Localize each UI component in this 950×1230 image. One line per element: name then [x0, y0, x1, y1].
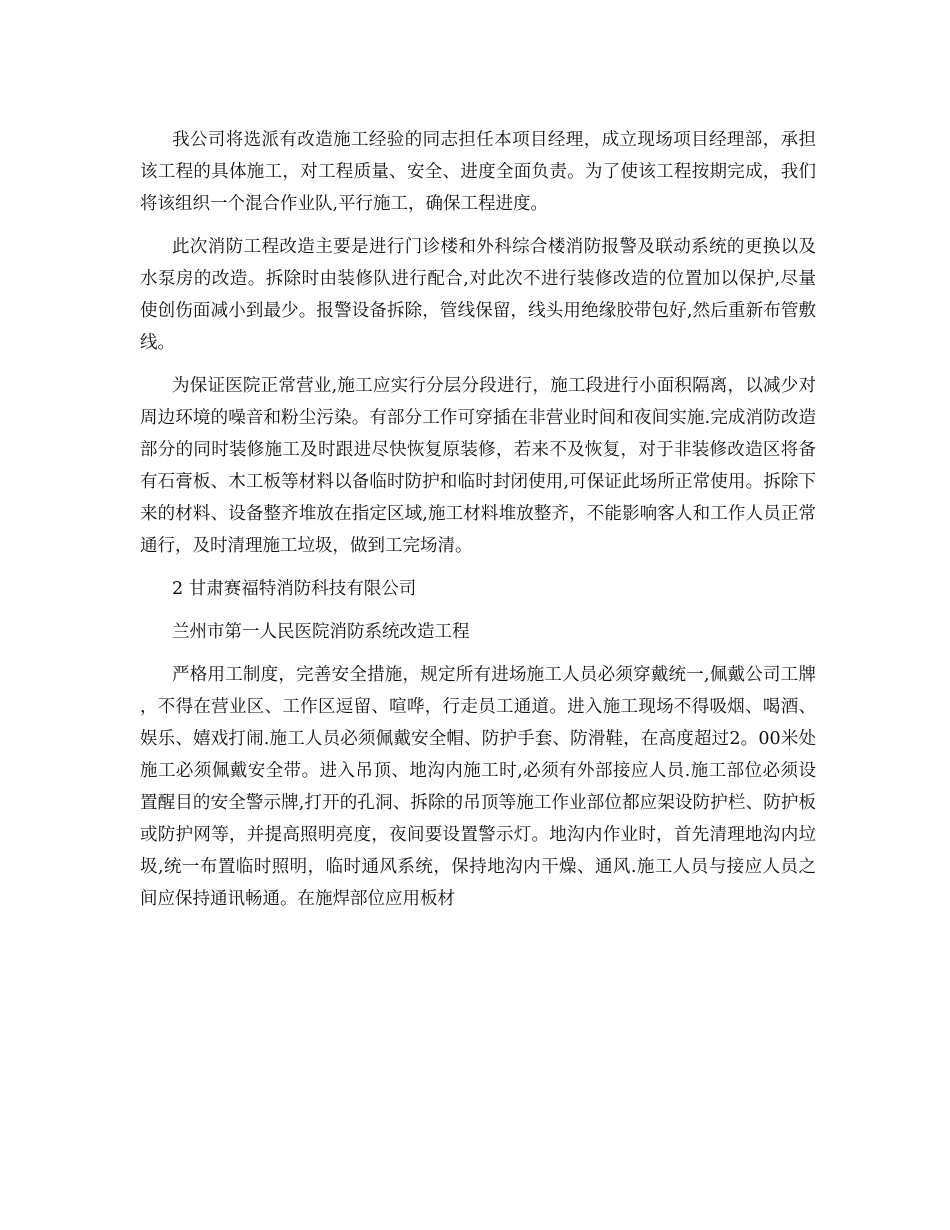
- paragraph-project-manager: 我公司将选派有改造施工经验的同志担任本项目经理，成立现场项目经理部，承担该工程的具体施工，对工程质量、安全、进度全面负责。为了使该工程按期完成，我们将该组织一个混合作业队,平行施工，确保工程进度。: [140, 130, 816, 214]
- paragraph-renovation-scope: 此次消防工程改造主要是进行门诊楼和外科综合楼消防报警及联动系统的更换以及水泵房的改造。拆除时由装修队进行配合,对此次不进行装修改造的位置加以保护,尽量使创伤面减小到最少。报警设备拆除，管线保留，线头用绝缘胶带包好,然后重新布管敷线。: [140, 237, 816, 353]
- paragraph-construction-sections: 为保证医院正常营业,施工应实行分层分段进行，施工段进行小面积隔离，以减少对周边环境的噪音和粉尘污染。有部分工作可穿插在非营业时间和夜间实施.完成消防改造部分的同时装修施工及时跟进尽快恢复原装修，若来不及恢复，对于非装修改造区将备有石膏板、木工板等材料以备临时防护和临时封闭使用,可保证此场所正常使用。拆除下来的材料、设备整齐堆放在指定区域,施工材料堆放整齐，不能影响客人和工作人员正常通行，及时清理施工垃圾，做到工完场清。: [140, 376, 816, 556]
- document-page: [140, 124, 816, 915]
- paragraph-safety-measures: 严格用工制度，完善安全措施，规定所有进场施工人员必须穿戴统一,佩戴公司工牌，不得在营业区、工作区逗留、喧哗，行走员工通道。进入施工现场不得吸烟、喝酒、娱乐、嬉戏打闹.施工人员必须佩戴安全帽、防护手套、防滑鞋，在高度超过2。00米处施工必须佩戴安全带。进入吊顶、地沟内施工时,必须有外部接应人员.施工部位必须设置醒目的安全警示牌,打开的孔洞、拆除的吊顶等施工作业部位都应架设防护栏、防护板或防护网等，并提高照明亮度，夜间要设置警示灯。地沟内作业时，首先清理地沟内垃圾,统一布置临时照明，临时通风系统，保持地沟内干燥、通风.施工人员与接应人员之间应保持通讯畅通。在施焊部位应用板材: [140, 665, 816, 909]
- project-title-line: 兰州市第一人民医院消防系统改造工程: [172, 622, 470, 642]
- company-footer-line: 2 甘肃赛福特消防科技有限公司: [172, 579, 417, 599]
